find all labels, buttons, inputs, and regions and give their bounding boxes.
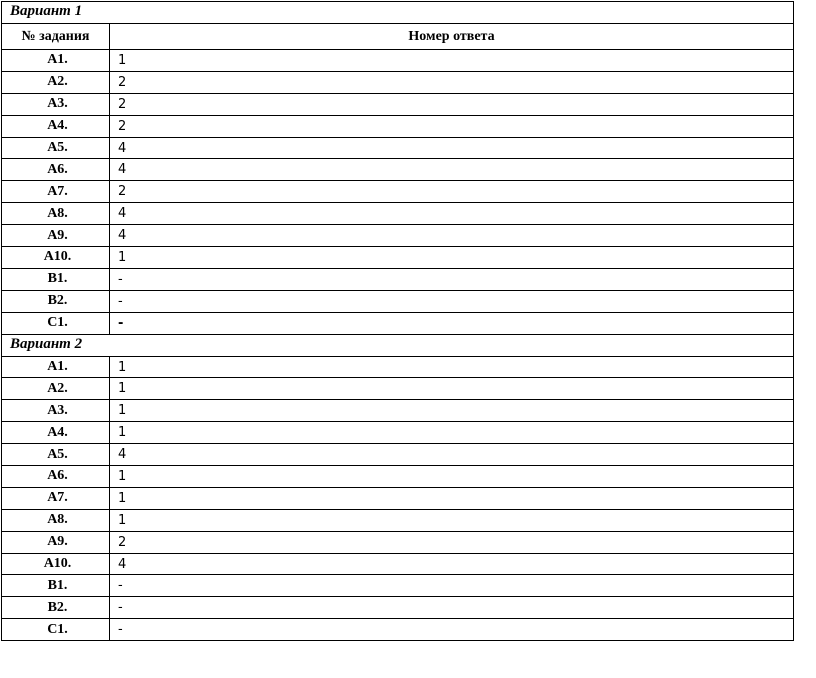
table-row	[2, 509, 794, 531]
table-row	[2, 619, 794, 641]
answer-value: 1	[110, 247, 794, 269]
answer-value: -	[110, 619, 794, 641]
answer-value: 1	[110, 422, 794, 444]
task-number: А1.	[2, 50, 110, 72]
table-row	[2, 225, 794, 247]
answer-value: 2	[110, 93, 794, 115]
table-row	[2, 597, 794, 619]
task-number: А4.	[2, 422, 110, 444]
answer-value: -	[110, 268, 794, 290]
variant-1-title-row	[2, 2, 794, 24]
task-number: А5.	[2, 137, 110, 159]
table-row	[2, 531, 794, 553]
answer-value: 4	[110, 137, 794, 159]
answer-value: -	[110, 597, 794, 619]
answer-value: -	[110, 575, 794, 597]
table-row	[2, 115, 794, 137]
task-number: А2.	[2, 378, 110, 400]
task-number: В1.	[2, 575, 110, 597]
table-row	[2, 50, 794, 72]
answer-value: -	[110, 290, 794, 312]
task-number: А6.	[2, 159, 110, 181]
table-row	[2, 487, 794, 509]
task-column-header: № задания	[2, 24, 110, 50]
task-number: А9.	[2, 531, 110, 553]
task-number: А7.	[2, 487, 110, 509]
table-row	[2, 422, 794, 444]
task-number: А10.	[2, 553, 110, 575]
answer-value: 2	[110, 181, 794, 203]
task-number: С1.	[2, 619, 110, 641]
answer-key-table	[1, 1, 794, 641]
variant-2-title-row	[2, 334, 794, 356]
answer-value: 4	[110, 159, 794, 181]
table-row	[2, 181, 794, 203]
task-number: А3.	[2, 400, 110, 422]
answer-value: 4	[110, 444, 794, 466]
task-number: В2.	[2, 597, 110, 619]
answer-value: 1	[110, 400, 794, 422]
task-number: А9.	[2, 225, 110, 247]
answer-value: -	[110, 312, 794, 334]
variant-2-title: Вариант 2	[2, 334, 794, 356]
task-number: А8.	[2, 509, 110, 531]
answer-value: 2	[110, 71, 794, 93]
table-row	[2, 553, 794, 575]
task-number: А2.	[2, 71, 110, 93]
task-number: А1.	[2, 356, 110, 378]
table-row	[2, 93, 794, 115]
answer-column-header: Номер ответа	[110, 24, 794, 50]
table-row	[2, 247, 794, 269]
answer-value: 4	[110, 203, 794, 225]
table-row	[2, 71, 794, 93]
task-number: А3.	[2, 93, 110, 115]
header-row	[2, 24, 794, 50]
task-number: А7.	[2, 181, 110, 203]
task-number: А4.	[2, 115, 110, 137]
answer-value: 1	[110, 50, 794, 72]
task-number: А6.	[2, 466, 110, 488]
table-row	[2, 159, 794, 181]
table-row	[2, 444, 794, 466]
task-number: А5.	[2, 444, 110, 466]
task-number: В1.	[2, 268, 110, 290]
table-row	[2, 312, 794, 334]
answer-value: 1	[110, 378, 794, 400]
variant-1-title: Вариант 1	[2, 2, 794, 24]
answer-value: 2	[110, 115, 794, 137]
table-row	[2, 466, 794, 488]
answer-value: 1	[110, 356, 794, 378]
answer-value: 1	[110, 509, 794, 531]
answer-value: 4	[110, 225, 794, 247]
answer-value: 1	[110, 487, 794, 509]
table-row	[2, 356, 794, 378]
answer-value: 4	[110, 553, 794, 575]
answer-value: 2	[110, 531, 794, 553]
answer-value: 1	[110, 466, 794, 488]
table-row	[2, 203, 794, 225]
task-number: В2.	[2, 290, 110, 312]
task-number: А8.	[2, 203, 110, 225]
table-row	[2, 137, 794, 159]
table-row	[2, 378, 794, 400]
table-row	[2, 575, 794, 597]
task-number: С1.	[2, 312, 110, 334]
task-number: А10.	[2, 247, 110, 269]
table-row	[2, 290, 794, 312]
table-row	[2, 400, 794, 422]
table-row	[2, 268, 794, 290]
